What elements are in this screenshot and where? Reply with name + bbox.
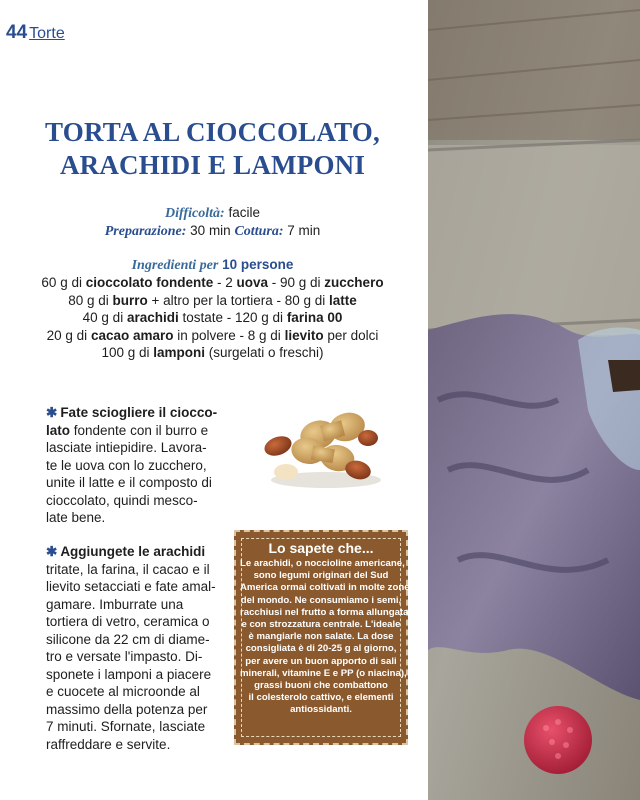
difficulty-line bbox=[20, 205, 405, 222]
ingredient-line: 100 g di lamponi (surgelati o freschi) bbox=[101, 345, 324, 360]
ingredient-line: 40 g di arachidi tostate - 120 g di farina 00 bbox=[82, 310, 343, 325]
ingredient-line: 20 g di cacao amaro in polvere - 8 g di lievito per dolci bbox=[46, 327, 379, 343]
ingredients-list bbox=[20, 274, 405, 362]
cake-photo bbox=[428, 0, 640, 800]
ingredients-label: Ingredienti per bbox=[131, 258, 219, 273]
info-box-title: Lo sapete che... bbox=[268, 540, 374, 556]
page-number: 44 bbox=[6, 22, 28, 43]
time-line bbox=[20, 223, 405, 240]
cook-label: Cottura: bbox=[234, 224, 284, 239]
step-1: ✱ Fate sciogliere il ciocco- lato fondente con il burro e lasciate intiepidire. Lavora- te le uova con lo zucchero, unite il latte e il composto di cioccolato, quindi mesco- late bene. bbox=[46, 405, 218, 525]
recipe-title bbox=[20, 116, 405, 182]
difficulty-label: Difficoltà: bbox=[165, 206, 225, 221]
difficulty-value: facile bbox=[228, 205, 260, 220]
page-header bbox=[6, 22, 65, 44]
ingredients-header bbox=[20, 257, 405, 274]
bullet-star-icon: ✱ bbox=[46, 405, 58, 420]
peanuts-image bbox=[256, 392, 386, 492]
servings-value: 10 persone bbox=[222, 257, 294, 272]
info-box-text: Le arachidi, o noccioline americane, sono legumi originari del Sud America ormai coltivati in molte zone del mondo. Ne consumiamo i semi, racchiusi nel frutto a forma allungata e con strozzatura centrale. L'ideale è mangiarle non salate. La dose consigliata è di 20-25 g al giorno, per avere un buon apporto di sali minerali, vitamine E e PP (o niacina), grassi buoni che combattono il colesterolo cattivo, e elementi antiossidanti. bbox=[240, 558, 410, 716]
bullet-star-icon: ✱ bbox=[46, 544, 58, 559]
section-link[interactable]: Torte bbox=[29, 25, 65, 42]
title-line-1: TORTA AL CIOCCOLATO, bbox=[45, 117, 380, 147]
cook-value: 7 min bbox=[287, 223, 321, 238]
title-line-2: ARACHIDI E LAMPONI bbox=[59, 150, 366, 180]
step-2: ✱ Aggiungete le arachidi tritate, la farina, il cacao e il lievito setacciati e fate amal- gamare. Imburrate una tortiera di vetro, ceramica o silicone da 22 cm di diame- tro e versate l'impasto. Di- sponete i lamponi a piacere e cuocete al microonde al massimo della potenza per 7 minuti. Sfornate, lasciate raffreddare e servite. bbox=[46, 544, 216, 752]
ingredient-line: 60 g di cioccolato fondente - 2 uova - 90 g di zucchero bbox=[41, 275, 384, 290]
prep-label: Preparazione: bbox=[104, 224, 187, 239]
ingredient-line: 80 g di burro + altro per la tortiera - 80 g di latte bbox=[68, 292, 357, 308]
prep-value: 30 min bbox=[190, 223, 231, 238]
